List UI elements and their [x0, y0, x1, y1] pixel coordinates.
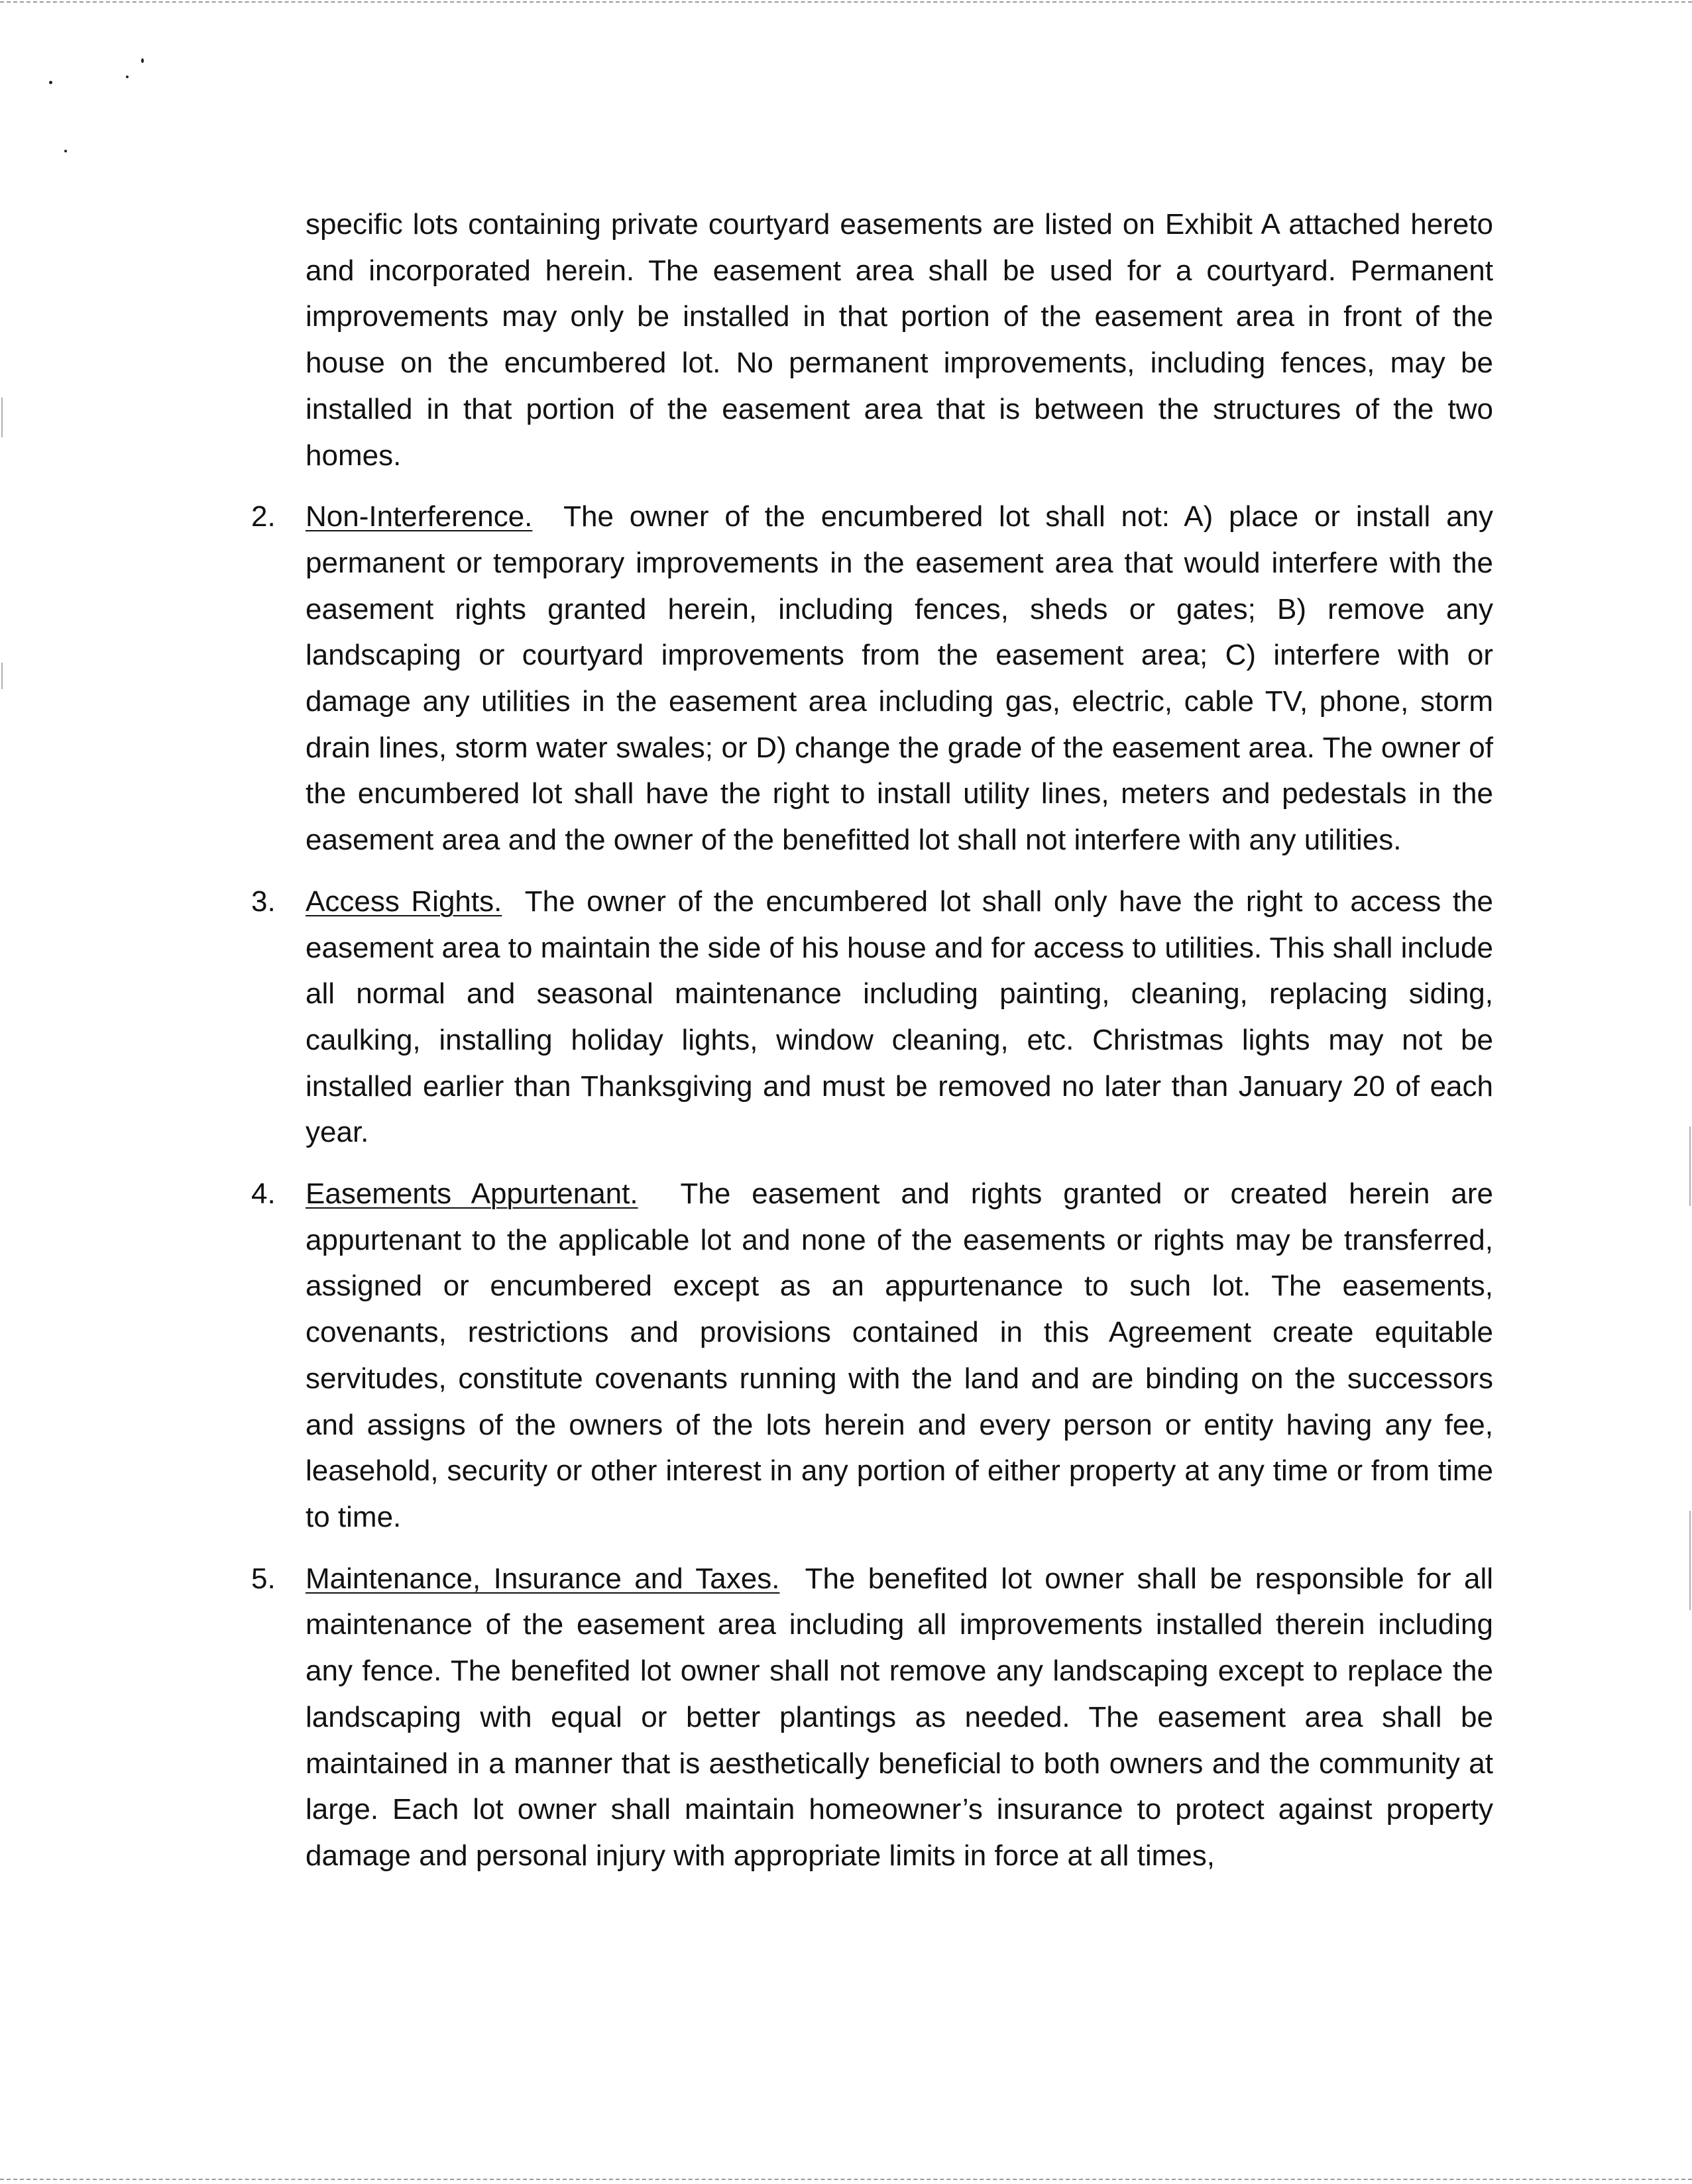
- section-maintenance-insurance-taxes: [251, 1556, 1494, 1879]
- section-number: 3.: [251, 885, 276, 918]
- section-non-interference: [251, 494, 1494, 863]
- section-heading: Maintenance, Insurance and Taxes.: [306, 1562, 780, 1595]
- scan-speck: [141, 58, 144, 63]
- scan-edge-mark: [1689, 1126, 1691, 1206]
- section-number: 4.: [251, 1177, 276, 1211]
- scan-edge-mark: [1689, 1511, 1691, 1610]
- section-heading: Non-Interference.: [306, 500, 533, 533]
- scan-speck: [126, 76, 129, 78]
- scan-edge-mark: [1, 663, 3, 689]
- scan-border-top: [0, 1, 1692, 3]
- scan-speck: [64, 150, 67, 152]
- section-heading: Access Rights.: [306, 885, 502, 918]
- section-text: The benefited lot owner shall be responsible for all maintenance of the easement area including all improvements installed therein including any fence. The benefited lot owner shall not remove any landscaping except to replace the landscaping with equal or better plantings as needed. The easement area shall be maintained in a manner that is aesthetically beneficial to both owners and the community at large. Each lot owner shall maintain homeowner’s insurance to protect against property damage and personal injury with appropriate limits in force at all times,: [306, 1562, 1494, 1872]
- section-access-rights: [251, 879, 1494, 1156]
- section-heading: Easements Appurtenant.: [306, 1177, 638, 1211]
- document-body: [251, 201, 1494, 1894]
- section-number: 2.: [251, 500, 276, 533]
- section-number: 5.: [251, 1562, 276, 1595]
- scan-speck: [49, 81, 52, 84]
- section-text: The owner of the encumbered lot shall not: A) place or install any permanent or temporary improvements in the easement area that would interfere with the easement rights granted herein, including fences, sheds or gates; B) remove any landscaping or courtyard improvements from the easement area; C) interfere with or damage any utilities in the easement area including gas, electric, cable TV, phone, storm drain lines, storm water swales; or D) change the grade of the easement area. The owner of the encumbered lot shall have the right to install utility lines, meters and pedestals in the easement area and the owner of the benefitted lot shall not interfere with any utilities.: [306, 500, 1494, 857]
- section-easements-appurtenant: [251, 1171, 1494, 1541]
- intro-paragraph: specific lots containing private courtyard easements are listed on Exhibit A attached hereto and incorporated herein. The easement area shall be used for a courtyard. Permanent improvements may only be installed in that portion of the easement area in front of the house on the encumbered lot. No permanent improvements, including fences, may be installed in that portion of the easement area that is between the structures of the two homes.: [306, 208, 1493, 472]
- section-text: The owner of the encumbered lot shall only have the right to access the easement area to maintain the side of his house and for access to utilities. This shall include all normal and seasonal maintenance including painting, cleaning, replacing siding, caulking, installing holiday lights, window cleaning, etc. Christmas lights may not be installed earlier than Thanksgiving and must be removed no later than January 20 of each year.: [306, 885, 1494, 1149]
- scan-border-bottom: [0, 2179, 1692, 2180]
- section-text: The easement and rights granted or created herein are appurtenant to the applicable lot and none of the easements or rights may be transferred, assigned or encumbered except as an appurtenance to such lot. The easements, covenants, restrictions and provisions contained in this Agreement create equitable servitudes, constitute covenants running with the land and are binding on the successors and assigns of the owners of the lots herein and every person or entity having any fee, leasehold, security or other interest in any portion of either property at any time or from time to time.: [306, 1177, 1494, 1533]
- scan-edge-mark: [1, 398, 3, 437]
